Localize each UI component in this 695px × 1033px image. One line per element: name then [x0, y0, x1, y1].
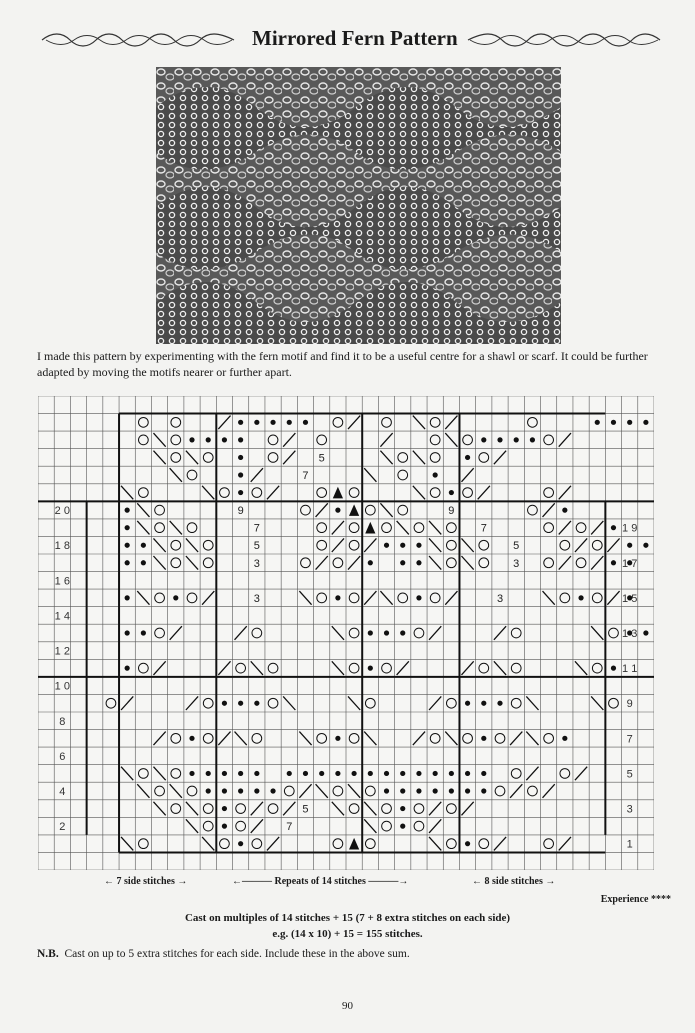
purl-dot-symbol	[125, 560, 130, 565]
purl-dot-symbol	[222, 771, 227, 776]
purl-dot-symbol	[335, 508, 340, 513]
left-row-number: 8	[59, 715, 66, 728]
purl-dot-symbol	[384, 543, 389, 548]
left-row-number: 4	[59, 786, 66, 798]
purl-dot-symbol	[611, 420, 616, 425]
left-row-number: 2 0	[54, 505, 70, 518]
purl-dot-symbol	[125, 666, 130, 671]
repeat-count-label: 9	[237, 505, 244, 518]
purl-dot-symbol	[254, 788, 259, 793]
purl-dot-symbol	[303, 771, 308, 776]
purl-dot-symbol	[481, 736, 486, 741]
purl-dot-symbol	[465, 701, 470, 706]
purl-dot-symbol	[384, 788, 389, 793]
right-row-number: 1 3	[622, 628, 638, 640]
right-row-number: 1 9	[622, 522, 638, 535]
purl-dot-symbol	[206, 788, 211, 793]
purl-dot-symbol	[238, 472, 243, 477]
page-title: Mirrored Fern Pattern	[252, 26, 458, 50]
left-row-number: 1 6	[54, 575, 70, 588]
repeat-count-label: 5	[318, 452, 325, 465]
purl-dot-symbol	[400, 788, 405, 793]
purl-dot-symbol	[627, 543, 632, 548]
purl-dot-symbol	[449, 788, 454, 793]
repeat-count-label: 5	[302, 803, 309, 816]
left-side-stitches-label: ← 7 side stitches →	[104, 876, 188, 887]
purl-dot-symbol	[400, 560, 405, 565]
purl-dot-symbol	[433, 472, 438, 477]
right-row-number: 1 1	[622, 663, 638, 676]
experience-rating: Experience ****	[600, 894, 671, 905]
purl-dot-symbol	[222, 824, 227, 829]
purl-dot-symbol	[449, 490, 454, 495]
purl-dot-symbol	[141, 630, 146, 635]
left-row-number: 1 4	[54, 610, 70, 623]
purl-dot-symbol	[189, 771, 194, 776]
purl-dot-symbol	[141, 560, 146, 565]
repeat-count-label: 7	[286, 821, 293, 834]
nb-label: N.B.	[37, 948, 59, 960]
purl-dot-symbol	[384, 630, 389, 635]
purl-dot-symbol	[611, 525, 616, 530]
repeat-count-label: 7	[480, 522, 487, 535]
purl-dot-symbol	[416, 560, 421, 565]
right-row-number: 1 7	[622, 557, 638, 570]
purl-dot-symbol	[368, 630, 373, 635]
purl-dot-symbol	[643, 630, 648, 635]
purl-dot-symbol	[303, 420, 308, 425]
purl-dot-symbol	[400, 806, 405, 811]
purl-dot-symbol	[465, 455, 470, 460]
purl-dot-symbol	[238, 841, 243, 846]
nota-bene-note	[37, 948, 410, 960]
repeat-count-label: 3	[253, 592, 260, 605]
purl-dot-symbol	[238, 771, 243, 776]
purl-dot-symbol	[238, 490, 243, 495]
purl-dot-symbol	[433, 771, 438, 776]
purl-dot-symbol	[595, 420, 600, 425]
purl-dot-symbol	[270, 420, 275, 425]
purl-dot-symbol	[335, 736, 340, 741]
purl-dot-symbol	[400, 630, 405, 635]
purl-dot-symbol	[400, 824, 405, 829]
purl-dot-symbol	[416, 771, 421, 776]
repeat-stitches-label: ←——— Repeats of 14 stitches ———→	[232, 876, 409, 887]
cast-on-example: e.g. (14 x 10) + 15 = 155 stitches.	[272, 928, 423, 940]
experience-stars: ****	[651, 894, 671, 905]
purl-dot-symbol	[189, 736, 194, 741]
left-row-number: 1 2	[54, 645, 70, 658]
knitted-lace-photo	[156, 67, 561, 344]
repeat-count-label: 3	[253, 557, 260, 570]
purl-dot-symbol	[465, 788, 470, 793]
purl-dot-symbol	[643, 543, 648, 548]
purl-dot-symbol	[125, 595, 130, 600]
nb-text: Cast on up to 5 extra stitches for each side. Include these in the above sum.	[64, 948, 410, 960]
knitting-chart	[38, 396, 654, 870]
purl-dot-symbol	[465, 841, 470, 846]
purl-dot-symbol	[643, 420, 648, 425]
purl-dot-symbol	[368, 771, 373, 776]
intro-paragraph: I made this pattern by experimenting with the fern motif and find it to be a useful centre for a shawl or scarf. It could be further adapted by moving the motifs nearer or further apart.	[37, 349, 648, 379]
right-flourish-ornament	[466, 30, 662, 50]
purl-dot-symbol	[562, 736, 567, 741]
purl-dot-symbol	[627, 420, 632, 425]
purl-dot-symbol	[238, 701, 243, 706]
right-row-number: 1 5	[622, 592, 638, 605]
purl-dot-symbol	[254, 420, 259, 425]
purl-dot-symbol	[222, 701, 227, 706]
purl-dot-symbol	[125, 630, 130, 635]
purl-dot-symbol	[416, 788, 421, 793]
purl-dot-symbol	[611, 666, 616, 671]
purl-dot-symbol	[189, 437, 194, 442]
purl-dot-symbol	[481, 437, 486, 442]
purl-dot-symbol	[578, 595, 583, 600]
purl-dot-symbol	[530, 437, 535, 442]
purl-dot-symbol	[206, 437, 211, 442]
purl-dot-symbol	[400, 543, 405, 548]
right-row-number: 1	[626, 838, 633, 851]
purl-dot-symbol	[238, 788, 243, 793]
purl-dot-symbol	[352, 771, 357, 776]
purl-dot-symbol	[254, 701, 259, 706]
title-row	[0, 22, 695, 58]
repeat-count-label: 5	[513, 540, 520, 553]
left-row-number: 2	[59, 821, 66, 834]
purl-dot-symbol	[238, 455, 243, 460]
repeat-count-label: 7	[253, 522, 260, 535]
page-number: 90	[342, 1000, 353, 1012]
purl-dot-symbol	[481, 771, 486, 776]
purl-dot-symbol	[497, 437, 502, 442]
purl-dot-symbol	[319, 771, 324, 776]
left-row-number: 1 0	[54, 680, 70, 693]
purl-dot-symbol	[222, 437, 227, 442]
purl-dot-symbol	[125, 508, 130, 513]
repeat-count-label: 5	[253, 540, 260, 553]
right-row-number: 7	[626, 733, 633, 746]
purl-dot-symbol	[400, 771, 405, 776]
purl-dot-symbol	[368, 560, 373, 565]
purl-dot-symbol	[481, 788, 486, 793]
left-row-number: 6	[59, 750, 66, 763]
purl-dot-symbol	[497, 701, 502, 706]
repeat-count-label: 3	[496, 592, 504, 605]
repeat-count-label: 9	[448, 505, 455, 518]
purl-dot-symbol	[222, 806, 227, 811]
purl-dot-symbol	[449, 771, 454, 776]
purl-dot-symbol	[611, 560, 616, 565]
right-side-stitches-label: ← 8 side stitches →	[472, 876, 556, 887]
purl-dot-symbol	[384, 771, 389, 776]
purl-dot-symbol	[368, 666, 373, 671]
purl-dot-symbol	[222, 788, 227, 793]
purl-dot-symbol	[481, 701, 486, 706]
purl-dot-symbol	[562, 508, 567, 513]
repeat-count-label: 3	[513, 557, 520, 570]
purl-dot-symbol	[416, 543, 421, 548]
left-flourish-ornament	[40, 30, 236, 50]
repeat-count-label: 7	[302, 470, 309, 482]
purl-dot-symbol	[238, 437, 243, 442]
purl-dot-symbol	[270, 788, 275, 793]
purl-dot-symbol	[433, 788, 438, 793]
left-row-number: 1 8	[54, 540, 70, 553]
purl-dot-symbol	[514, 437, 519, 442]
purl-dot-symbol	[465, 771, 470, 776]
right-row-number: 5	[626, 768, 633, 781]
cast-on-instruction: Cast on multiples of 14 stitches + 15 (7 + 8 extra stitches on each side)	[184, 912, 511, 924]
purl-dot-symbol	[287, 420, 292, 425]
right-row-number: 3	[626, 803, 633, 816]
purl-dot-symbol	[206, 771, 211, 776]
purl-dot-symbol	[173, 595, 178, 600]
purl-dot-symbol	[238, 420, 243, 425]
purl-dot-symbol	[125, 525, 130, 530]
purl-dot-symbol	[416, 595, 421, 600]
purl-dot-symbol	[335, 771, 340, 776]
purl-dot-symbol	[335, 595, 340, 600]
purl-dot-symbol	[287, 771, 292, 776]
purl-dot-symbol	[125, 543, 130, 548]
purl-dot-symbol	[254, 771, 259, 776]
purl-dot-symbol	[141, 543, 146, 548]
right-row-number: 9	[626, 698, 633, 711]
